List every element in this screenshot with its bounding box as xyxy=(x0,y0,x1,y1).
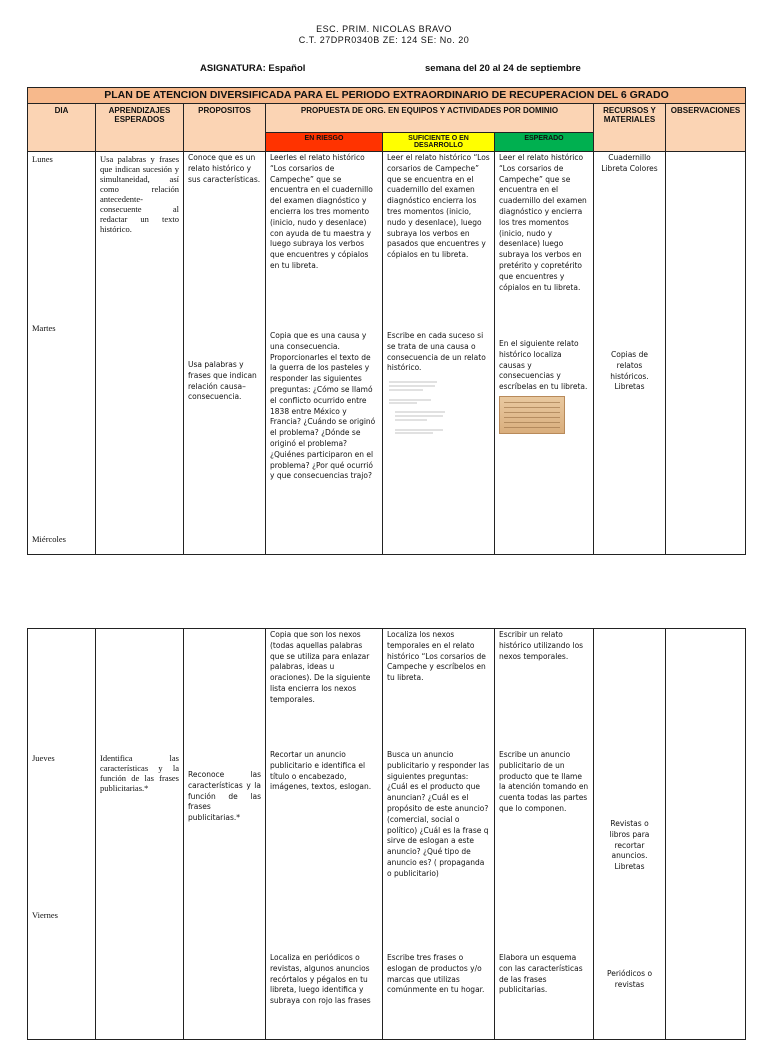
day-cell xyxy=(28,629,96,1040)
recursos-2: Copias de relatos históricos. Libretas xyxy=(610,350,649,392)
observaciones-cell xyxy=(666,629,746,1040)
suficiente-1: Leer el relato histórico “Los corsarios de Campeche” que se encuentra en el cuadernillo del examen diagnóstico encierra los tres momentos (inicio, nudo y desenlace), luego subraya los verbos en pasados que encuentres y cópialos en tu libreta. xyxy=(387,153,490,260)
suficiente-2: Escribe en cada suceso si se trata de una causa o consecuencia de un relato histórico. xyxy=(387,331,486,373)
proposito-1: Conoce que es un relato histórico y sus características. xyxy=(188,153,261,184)
observaciones-cell xyxy=(666,152,746,555)
col-aprendizajes: APRENDIZAJES ESPERADOS xyxy=(96,104,184,152)
aprendizaje-cell xyxy=(96,629,184,1040)
table-title-row xyxy=(28,88,746,104)
suficiente-cell xyxy=(383,629,495,1040)
level-en-riesgo: EN RIESGO xyxy=(266,133,383,152)
riesgo-2: Recortar un anuncio publicitario e identifica el título o encabezado, imágenes, textos, eslogan. xyxy=(270,750,372,792)
proposito-text: Reconoce las características y la función de las frases publicitarias.* xyxy=(188,770,261,823)
parchment-image xyxy=(499,396,565,434)
aprendizaje-text: Identifica las características y la función de las frases publicitarias.* xyxy=(100,753,179,793)
plan-table-1 xyxy=(27,87,746,555)
header-row xyxy=(28,104,746,133)
document-thumbnail-icon xyxy=(387,408,447,434)
school-header xyxy=(0,24,768,46)
week-label: semana del 20 al 24 de septiembre xyxy=(425,63,581,74)
col-observaciones: OBSERVACIONES xyxy=(666,104,746,152)
esperado-cell xyxy=(495,629,594,1040)
riesgo-1: Copia que son los nexos (todas aquellas palabras que se utiliza para enlazar palabras, ideas u oraciones). De la siguiente lista encierra los nexos temporales. xyxy=(270,630,371,704)
col-recursos: RECURSOS Y MATERIALES xyxy=(594,104,666,152)
day-lunes: Lunes xyxy=(32,154,53,164)
level-esperado: ESPERADO xyxy=(495,133,594,152)
col-propuesta: PROPUESTA DE ORG. EN EQUIPOS Y ACTIVIDADES POR DOMINIO xyxy=(266,104,594,133)
proposito-cell xyxy=(184,629,266,1040)
esperado-3: Elabora un esquema con las características de las frases publicitarias. xyxy=(499,953,583,995)
recursos-1: Cuadernillo Libreta Colores xyxy=(601,153,658,173)
day-jueves: Jueves xyxy=(32,753,55,763)
suficiente-cell xyxy=(383,152,495,555)
riesgo-2: Copia que es una causa y una consecuencia. Proporcionarles el texto de la guerra de los pasteles y responder las siguientes preguntas: ¿Cómo se llamó el conflicto ocurrido entre 1838 entre México y Francia? ¿Cuándo se originó el problema? ¿Dónde se originó el problema? ¿Quiénes participaron en el problema? ¿Por qué ocurrió y que consecuencias trajo? xyxy=(270,331,376,481)
document-thumbnail-icon xyxy=(387,378,447,404)
aprendizaje-cell xyxy=(96,152,184,555)
day-martes: Martes xyxy=(32,323,56,333)
day-miercoles: Miércoles xyxy=(32,534,66,544)
col-dia: DIA xyxy=(28,104,96,152)
suficiente-3: Escribe tres frases o eslogan de productos y/o marcas que utilizas comúnmente en tu hogar. xyxy=(387,953,485,995)
riesgo-3: Localiza en periódicos o revistas, algunos anuncios recórtalos y pégalos en tu libreta, luego identifica y subraya con rojo las frases xyxy=(270,953,371,1006)
esperado-cell xyxy=(495,152,594,555)
recursos-3: Periódicos o revistas xyxy=(606,969,653,989)
table-row xyxy=(28,629,746,1040)
esperado-1: Leer el relato histórico “Los corsarios de Campeche” que se encuentra en el cuadernillo del examen diagnóstico y encierra los tres momentos (inicio, nudo y desenlace) luego subraya los verbos en pretérito y copretérito que encuentres y cópialos en tu libreta. xyxy=(499,153,587,292)
school-ct: C.T. 27DPR0340B ZE: 124 SE: No. 20 xyxy=(298,35,470,45)
col-propositos: PROPOSITOS xyxy=(184,104,266,152)
riesgo-1: Leerles el relato histórico “Los corsarios de Campeche” que se encuentra en el cuadernillo del examen diagnóstico y encierra los tres momento (inicio, nudo y desenlace) con ayuda de tu maestra y luego subraya los verbos que encuentres y cópialos en tu libreta. xyxy=(270,153,373,270)
table-title: PLAN DE ATENCION DIVERSIFICADA PARA EL PERIODO EXTRAORDINARIO DE RECUPERACION DEL 6 GRADO xyxy=(28,88,746,104)
school-name: ESC. PRIM. NICOLAS BRAVO xyxy=(316,24,452,34)
level-suficiente: SUFICIENTE O EN DESARROLLO xyxy=(383,133,495,152)
suficiente-1: Localiza los nexos temporales en el relato histórico “Los corsarios de Campeche y escríbelos en tu libreta. xyxy=(387,630,486,683)
esperado-2: Escribe un anuncio publicitario de un producto que te llame la atención tomando en cuenta todas las partes que lo componen. xyxy=(499,750,589,813)
recursos-cell xyxy=(594,152,666,555)
aprendizaje-text: Usa palabras y frases que indican sucesión y simultaneidad, así como relación antecedente-consecuente al redactar un texto histórico. xyxy=(100,154,179,234)
recursos-cell xyxy=(594,629,666,1040)
suficiente-2: Busca un anuncio publicitario y responder las siguientes preguntas: ¿Cuál es el producto que anuncian? ¿Cuál es el propósito de este anuncio? (comercial, social o político) ¿Cuál es la frase q sirve de eslogan a este anuncio? ¿Qué tipo de anuncio es? ( propaganda o publicitario) xyxy=(387,750,490,878)
day-cell xyxy=(28,152,96,555)
esperado-2: En el siguiente relato histórico localiza causas y consecuencias y escríbelas en tu libreta. xyxy=(499,339,588,392)
table-row xyxy=(28,152,746,555)
plan-table-2 xyxy=(27,628,746,1040)
day-viernes: Viernes xyxy=(32,910,58,920)
riesgo-cell xyxy=(266,629,383,1040)
recursos-2: Revistas o libros para recortar anuncios. Libretas xyxy=(609,819,650,872)
proposito-cell xyxy=(184,152,266,555)
proposito-2: Usa palabras y frases que indican relación causa–consecuencia. xyxy=(188,360,257,402)
subject-label: ASIGNATURA: Español xyxy=(200,63,306,74)
esperado-1: Escribir un relato histórico utilizando los nexos temporales. xyxy=(499,630,584,661)
document-thumbnails xyxy=(383,374,494,442)
riesgo-cell xyxy=(266,152,383,555)
